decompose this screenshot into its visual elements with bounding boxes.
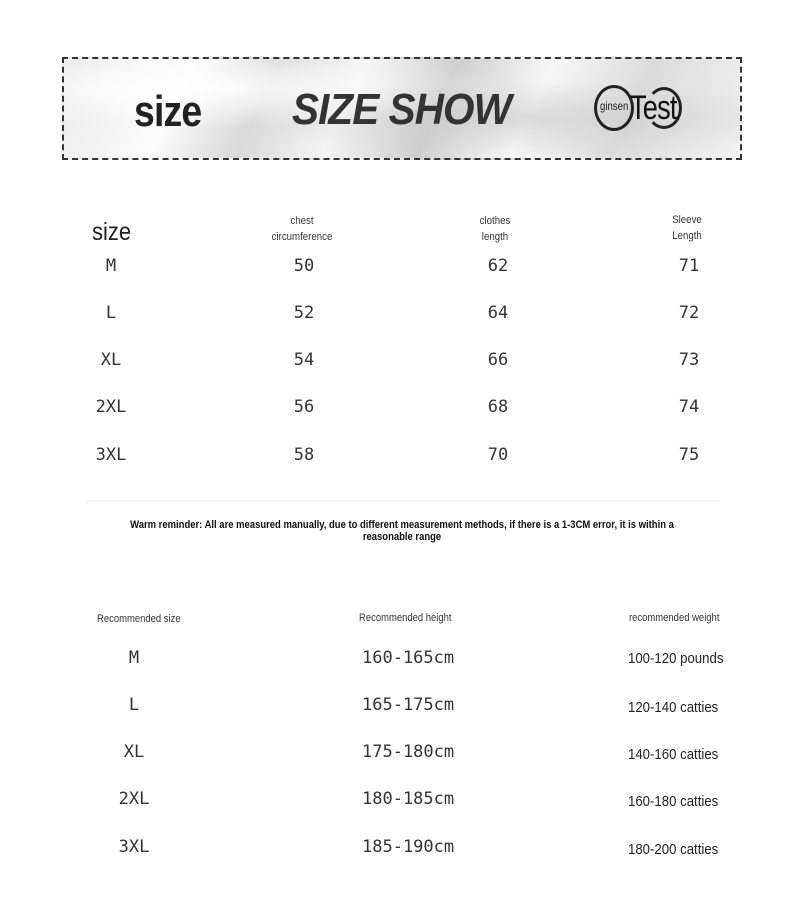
chest-cell: 56 — [293, 397, 315, 417]
rec-size-cell: XL — [123, 742, 145, 762]
recommended-size-header: Recommended size — [97, 613, 181, 625]
measurement-reminder: Warm reminder: All are measured manually, due to different measurement methods, if there is a 1-3CM error, it is within a reasonable range — [130, 519, 674, 543]
chest-cell: 54 — [293, 350, 315, 370]
sleeve-length-column-header — [652, 212, 722, 244]
size-cell: 2XL — [95, 397, 127, 417]
table-divider — [85, 500, 720, 504]
rec-size-cell: L — [128, 695, 140, 715]
sleeve-length-cell: 71 — [678, 256, 700, 276]
rec-weight-cell: 100-120 pounds — [628, 650, 724, 667]
chest-header-line2: circumference — [271, 231, 333, 243]
banner-size-word: size — [134, 87, 202, 136]
size-cell: M — [105, 256, 117, 276]
sleeve-header-line2: Length — [672, 230, 702, 242]
rec-weight-cell: 180-200 catties — [628, 841, 719, 858]
rec-height-cell: 175-180cm — [362, 742, 455, 762]
rec-size-cell: 2XL — [118, 789, 150, 809]
chest-cell: 52 — [293, 303, 315, 323]
rec-height-cell: 180-185cm — [362, 789, 455, 809]
size-cell: L — [105, 303, 117, 323]
rec-size-cell: M — [128, 648, 140, 668]
banner-title: SIZE SHOW — [292, 85, 511, 134]
size-cell: XL — [100, 350, 122, 370]
sleeve-length-cell: 74 — [678, 397, 700, 417]
recommended-height-header: Recommended height — [359, 612, 452, 624]
rec-weight-cell: 160-180 catties — [628, 793, 719, 810]
sleeve-length-cell: 72 — [678, 303, 700, 323]
rec-weight-cell: 120-140 catties — [628, 699, 719, 716]
clothes-length-cell: 62 — [487, 256, 509, 276]
clothes-length-cell: 68 — [487, 397, 509, 417]
logo-big-text: Test — [630, 89, 677, 127]
rec-height-cell: 165-175cm — [362, 695, 455, 715]
size-column-header: size — [92, 218, 132, 246]
size-cell: 3XL — [95, 445, 127, 465]
sleeve-length-cell: 75 — [678, 445, 700, 465]
chest-cell: 50 — [293, 256, 315, 276]
brand-logo — [594, 83, 689, 137]
rec-size-cell: 3XL — [118, 837, 150, 857]
sleeve-header-line1: Sleeve — [672, 214, 702, 226]
chest-cell: 58 — [293, 445, 315, 465]
rec-height-cell: 160-165cm — [362, 648, 455, 668]
chest-header-line1: chest — [290, 215, 314, 227]
clothes-length-cell: 66 — [487, 350, 509, 370]
logo-small-text: ginsen — [600, 99, 629, 113]
rec-height-cell: 185-190cm — [362, 837, 455, 857]
chest-column-header — [262, 213, 341, 245]
clothes-length-cell: 70 — [487, 445, 509, 465]
clothes-length-cell: 64 — [487, 303, 509, 323]
clothes-header-line1: clothes — [479, 215, 511, 227]
sleeve-length-cell: 73 — [678, 350, 700, 370]
recommended-weight-header: recommended weight — [629, 612, 720, 624]
clothes-length-column-header — [460, 213, 530, 245]
rec-weight-cell: 140-160 catties — [628, 746, 719, 763]
clothes-header-line2: length — [481, 231, 509, 243]
size-show-banner — [62, 57, 742, 160]
